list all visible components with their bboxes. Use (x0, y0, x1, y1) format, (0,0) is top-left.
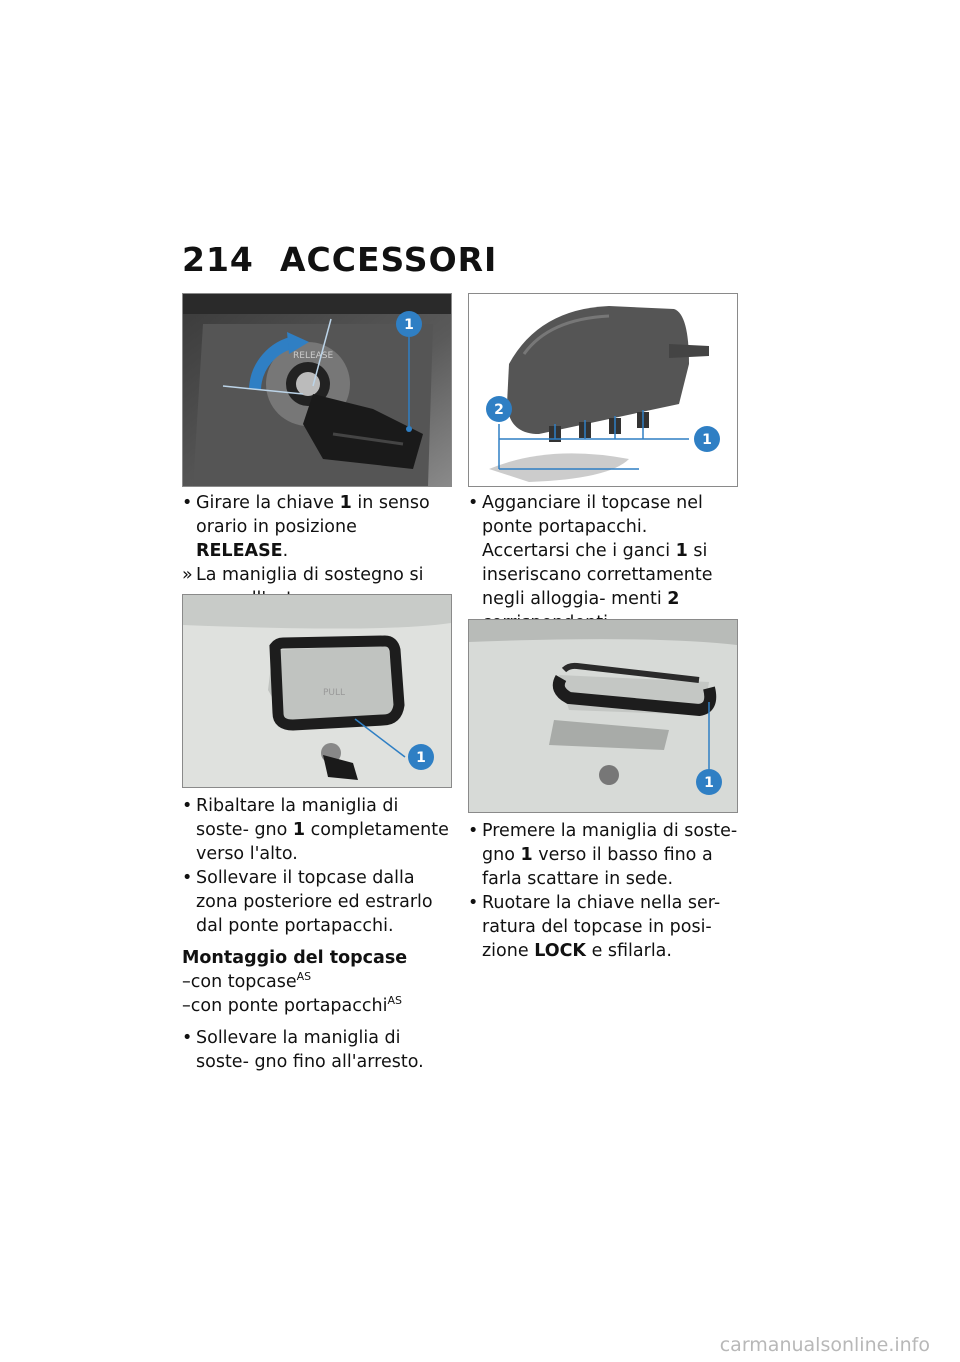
condition-line: –con topcase$^{AS}$ (182, 970, 312, 992)
page-number: 214 (182, 240, 254, 279)
position-name: RELEASE (196, 541, 283, 561)
bullet-icon: • (182, 796, 193, 816)
callout-ref: 2 (667, 589, 680, 609)
text: Premere la maniglia di soste- gno (482, 821, 738, 865)
text: con topcase (190, 972, 297, 992)
condition-line: –con ponte portapacchi$^{AS}$ (182, 994, 402, 1016)
bullet-item (468, 491, 738, 635)
topcase-hooks-illustration (469, 294, 737, 486)
callout-ref: 1 (292, 820, 306, 840)
text: Sollevare il topcase dalla zona posteriore ed estrarlo dal ponte portapacchi. (196, 868, 433, 936)
position-name: LOCK (534, 941, 586, 961)
text: Ruotare la chiave nella ser- ratura del topcase in posi- zione (482, 893, 721, 961)
text: La maniglia di sostegno si (196, 565, 424, 585)
section-heading: Montaggio del topcase (182, 948, 408, 968)
text: Girare la chiave (196, 493, 340, 513)
bullet-item (182, 1026, 452, 1074)
bullet-item (182, 866, 452, 938)
figure-handle-up (182, 594, 452, 788)
page-header (182, 240, 497, 279)
callout-1: 1 (704, 775, 714, 791)
text: verso il basso fino a farla scattare in sede. (482, 845, 713, 889)
handle-up-illustration (183, 595, 451, 787)
figure-topcase-hooks (468, 293, 738, 487)
text: Sollevare la maniglia di soste- gno fino all'arresto. (196, 1028, 424, 1072)
section-title: ACCESSORI (280, 240, 498, 279)
right-text-block-1 (468, 491, 738, 635)
callout-1: 1 (404, 317, 414, 333)
text: Agganciare il topcase nel ponte portapacchi. Accertarsi che i ganci (482, 493, 703, 561)
bullet-icon: • (468, 493, 479, 513)
bullet-icon: • (182, 868, 193, 888)
text: Ribaltare la maniglia di soste- gno (196, 796, 399, 840)
bullet-icon: • (468, 893, 479, 913)
text: e sfilarla. (586, 941, 672, 961)
callout-ref: 1 (520, 845, 533, 865)
text: in senso orario in posizione (196, 493, 430, 537)
callout-2: 2 (494, 402, 504, 418)
figure-handle-down (468, 619, 738, 813)
bullet-item (182, 794, 452, 866)
bullet-icon: • (182, 493, 193, 513)
left-text-block-2 (182, 794, 452, 1074)
text: con ponte portapacchi (190, 996, 388, 1016)
bullet-item (468, 819, 738, 891)
callout-ref: 1 (675, 541, 688, 561)
callout-ref: 1 (339, 493, 352, 513)
bullet-item (468, 891, 738, 963)
result-arrow-icon: » (182, 565, 193, 585)
right-text-block-2 (468, 819, 738, 963)
handle-down-illustration (469, 620, 737, 812)
text: . (282, 541, 289, 561)
ring-text: RELEASE (293, 351, 334, 361)
bullet-icon: • (468, 821, 479, 841)
text: completamente verso l'alto. (196, 820, 449, 864)
callout-1: 1 (416, 750, 426, 766)
text: si inseriscano correttamente negli alloggia- menti (482, 541, 713, 609)
watermark: carmanualsonline.info (719, 1334, 930, 1356)
bullet-icon: • (182, 1028, 193, 1048)
handle-text: PULL (323, 688, 346, 698)
bullet-item (182, 491, 452, 563)
callout-1: 1 (702, 432, 712, 448)
key-release-illustration (183, 294, 451, 486)
figure-key-release (182, 293, 452, 487)
superscript: AS (296, 970, 312, 984)
left-text-block-1 (182, 491, 452, 611)
superscript: AS (387, 994, 402, 1008)
